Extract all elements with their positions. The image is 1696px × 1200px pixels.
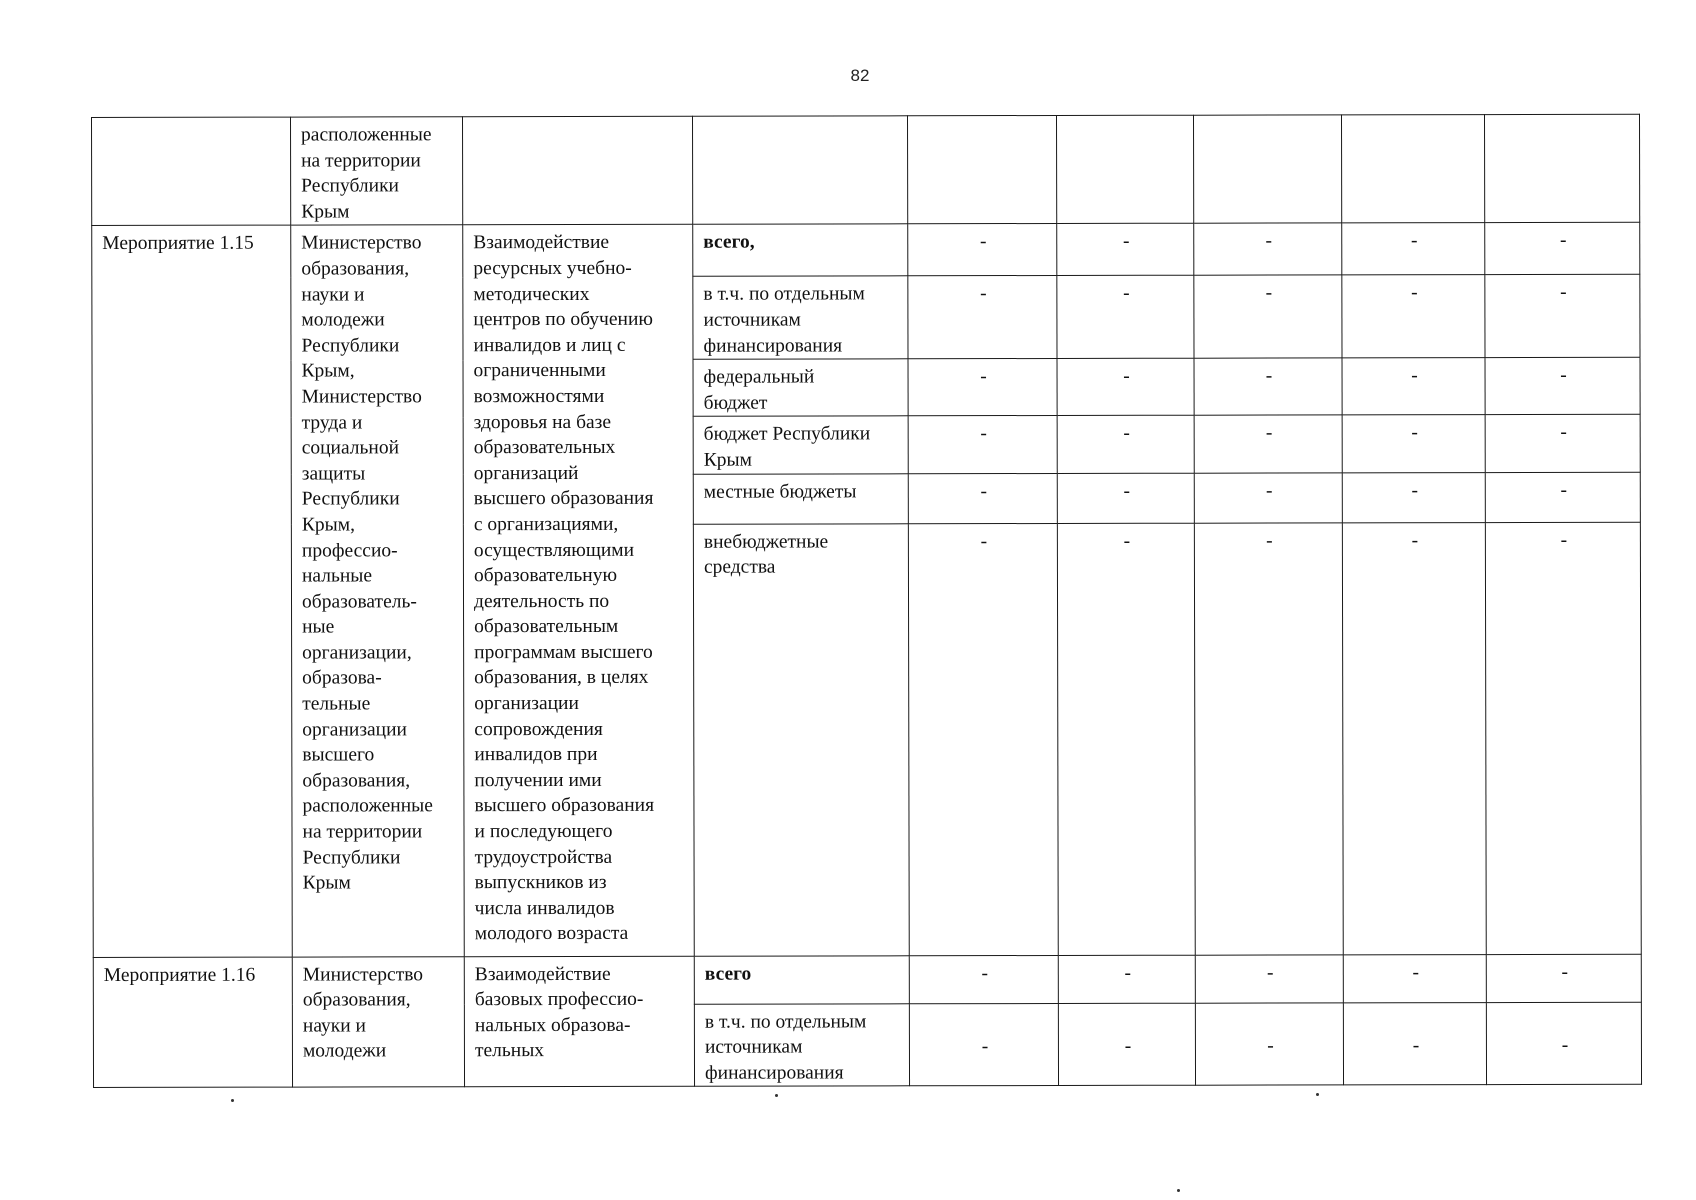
value-cell: - xyxy=(1057,224,1194,276)
measure-title: Мероприятие 1.16 xyxy=(93,957,292,1088)
value-cell: - xyxy=(908,224,1057,276)
page-number: 82 xyxy=(850,66,870,85)
value-cell: - xyxy=(1195,954,1343,1002)
value-cell: - xyxy=(908,359,1057,416)
value-cell: - xyxy=(1194,358,1342,415)
value-cell: - xyxy=(1194,223,1342,275)
value-cell: - xyxy=(1342,472,1485,522)
value-cell xyxy=(1484,114,1639,223)
value-cell: - xyxy=(1485,275,1640,358)
scan-speck xyxy=(231,1099,234,1102)
value-cell: - xyxy=(1342,275,1485,358)
value-cell: - xyxy=(909,955,1058,1003)
value-cell: - xyxy=(1058,955,1195,1003)
value-cell: - xyxy=(1195,1002,1343,1085)
table-row xyxy=(93,954,1641,1005)
value-cell: - xyxy=(1342,358,1485,415)
funding-source: в т.ч. по отдельным источникам финансирования xyxy=(693,276,908,359)
funding-source-total: всего xyxy=(694,955,909,1003)
value-cell: - xyxy=(908,523,1058,955)
continuation-row xyxy=(92,114,1640,226)
funding-source: местные бюджеты xyxy=(693,473,908,523)
value-cell: - xyxy=(908,416,1057,473)
value-cell: - xyxy=(1194,522,1343,954)
value-cell: - xyxy=(1194,472,1342,522)
executor-cell: Министерство образования, науки и молодежи Республики Крым, Министерство труда и социальной защиты Республики Крым, профессио- нальные образователь- ные организации, образова- тельные организации высшего образования, расположенные на территории Республики Крым xyxy=(291,225,465,957)
value-cell: - xyxy=(1342,522,1486,954)
funding-source: бюджет Республики Крым xyxy=(693,416,908,474)
description-cell: Взаимодействие базовых профессио- нальных образова- тельных xyxy=(464,956,694,1087)
value-cell: - xyxy=(1343,1002,1486,1085)
value-cell: - xyxy=(1342,415,1485,472)
value-cell xyxy=(907,115,1056,224)
table-row xyxy=(92,223,1640,278)
value-cell: - xyxy=(1485,472,1640,522)
description-cell: Взаимодействие ресурсных учебно- методических центров по обучению инвалидов и лиц с ограниченными возможностями здоровья на базе образовательных организаций высшего образования с организациями, осуществляющими образовательную деятельность по образовательным программам высшего образования, в целях организации сопровождения инвалидов при получении ими высшего образования и последующего трудоустройства выпускников из числа инвалидов молодого возраста xyxy=(463,225,695,957)
executor-cell: расположенные на территории Республики Крым xyxy=(291,117,463,226)
value-cell: - xyxy=(908,473,1057,523)
value-cell: - xyxy=(1057,523,1195,955)
measure-cell xyxy=(92,117,291,226)
scan-speck xyxy=(1177,1189,1180,1192)
value-cell xyxy=(1193,115,1341,224)
funding-source: в т.ч. по отдельным источникам финансирования xyxy=(694,1003,909,1086)
value-cell: - xyxy=(1343,954,1486,1002)
value-cell: - xyxy=(1057,276,1194,359)
value-cell: - xyxy=(1485,522,1641,954)
value-cell: - xyxy=(1485,223,1640,275)
source-cell xyxy=(692,116,907,225)
description-cell xyxy=(463,116,693,225)
scan-speck xyxy=(775,1094,778,1097)
value-cell xyxy=(1056,115,1193,224)
value-cell: - xyxy=(1057,416,1194,473)
executor-cell: Министерство образования, науки и молодежи xyxy=(292,956,464,1087)
value-cell: - xyxy=(1058,1003,1195,1086)
value-cell: - xyxy=(1194,275,1342,358)
value-cell: - xyxy=(1485,415,1640,473)
value-cell: - xyxy=(1194,415,1342,472)
funding-source: федеральный бюджет xyxy=(693,359,908,417)
scan-speck xyxy=(1316,1093,1319,1096)
value-cell: - xyxy=(1057,358,1194,415)
value-cell: - xyxy=(1342,223,1485,275)
value-cell xyxy=(1341,115,1484,224)
value-cell: - xyxy=(1057,473,1194,523)
value-cell: - xyxy=(1486,1002,1641,1085)
measure-title: Мероприятие 1.15 xyxy=(92,225,293,957)
funding-source-total: всего, xyxy=(693,224,908,276)
value-cell: - xyxy=(908,276,1057,359)
value-cell: - xyxy=(909,1003,1058,1086)
value-cell: - xyxy=(1485,357,1640,415)
financing-table xyxy=(91,114,1642,1089)
funding-source: внебюджетные средства xyxy=(693,523,909,955)
value-cell: - xyxy=(1486,954,1641,1002)
